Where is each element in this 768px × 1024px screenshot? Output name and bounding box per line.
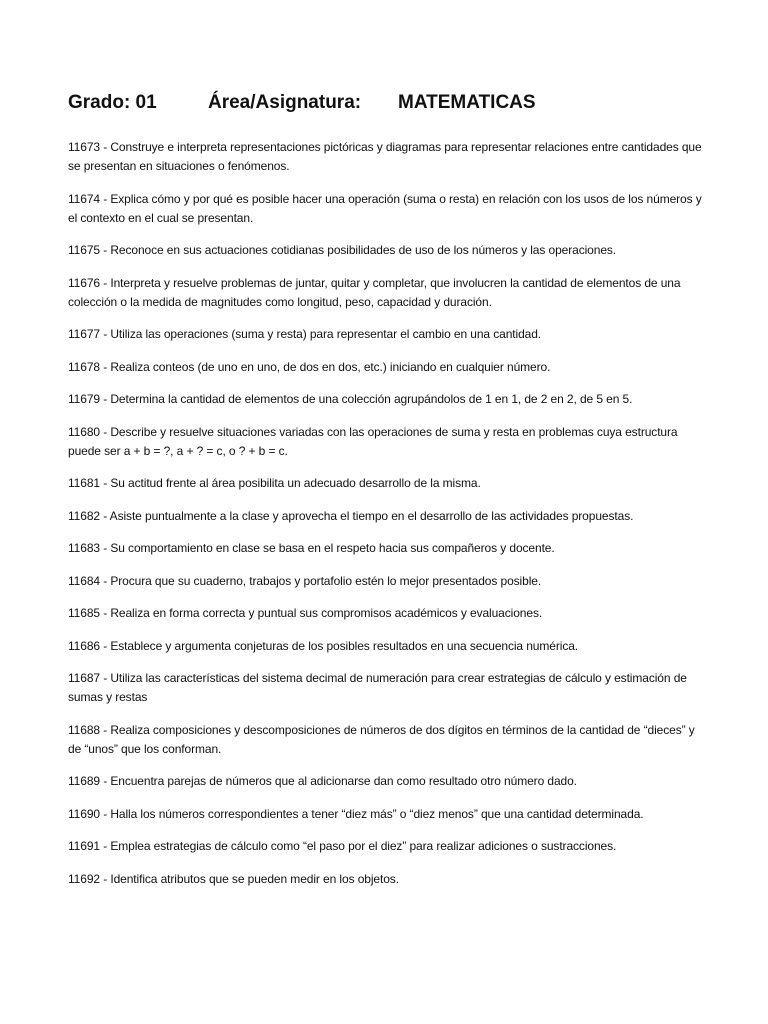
list-item: 11678 - Realiza conteos (de uno en uno, de dos en dos, etc.) iniciando en cualquier número. [68, 359, 551, 374]
document-page [68, 92, 708, 902]
list-item: 11673 - Construye e interpreta representaciones pictóricas y diagramas para representar relaciones entre cantidades que se presentan en situaciones o fenómenos. [68, 140, 702, 173]
list-item: 11691 - Emplea estrategias de cálculo como “el paso por el diez” para realizar adiciones o sustracciones. [68, 839, 617, 853]
subject-label: Área/Asignatura: [208, 92, 362, 113]
list-item: 11690 - Halla los números correspondientes a tener “diez más” o “diez menos” que una cantidad determinada. [68, 806, 644, 821]
list-item: 11679 - Determina la cantidad de elementos de una colección agrupándolos de 1 en 1, de 2 en 2, de 5 en 5. [68, 392, 633, 406]
subject-value: MATEMATICAS [398, 92, 536, 113]
list-item: 11688 - Realiza composiciones y descomposiciones de números de dos dígitos en términos de la cantidad de “dieces” y de “unos” que los conforman. [68, 722, 695, 756]
list-item: 11676 - Interpreta y resuelve problemas de juntar, quitar y completar, que involucren la cantidad de elementos de una colección o la medida de magnitudes como longitud, peso, capacidad y duración. [68, 275, 681, 309]
list-item: 11689 - Encuentra parejas de números que al adicionarse dan como resultado otro número dado. [68, 774, 577, 788]
list-item: 11681 - Su actitud frente al área posibilita un adecuado desarrollo de la misma. [68, 476, 481, 490]
competency-list [68, 138, 708, 889]
list-item: 11683 - Su comportamiento en clase se basa en el respeto hacia sus compañeros y docente. [68, 541, 555, 555]
list-item: 11692 - Identifica atributos que se pueden medir en los objetos. [68, 871, 399, 886]
list-item: 11684 - Procura que su cuaderno, trabajos y portafolio estén lo mejor presentados posible. [68, 573, 542, 588]
grade-label: Grado: 01 [68, 92, 157, 113]
list-item: 11687 - Utiliza las características del sistema decimal de numeración para crear estrategias de cálculo y estimación de sumas y restas [68, 671, 687, 704]
list-item: 11674 - Explica cómo y por qué es posible hacer una operación (suma o resta) en relación con los usos de los números y el contexto en el cual se presentan. [68, 191, 702, 225]
list-item: 11682 - Asiste puntualmente a la clase y aprovecha el tiempo en el desarrollo de las actividades propuestas. [68, 508, 634, 523]
list-item: 11675 - Reconoce en sus actuaciones cotidianas posibilidades de uso de los números y las operaciones. [68, 243, 617, 257]
list-item: 11677 - Utiliza las operaciones (suma y resta) para representar el cambio en una cantidad. [68, 327, 542, 341]
document-header [68, 92, 708, 124]
list-item: 11680 - Describe y resuelve situaciones variadas con las operaciones de suma y resta en problemas cuya estructura puede ser a + b = ?, a + ? = c, o ? + b = c. [68, 424, 678, 458]
list-item: 11685 - Realiza en forma correcta y puntual sus compromisos académicos y evaluaciones. [68, 606, 543, 620]
list-item: 11686 - Establece y argumenta conjeturas de los posibles resultados en una secuencia numérica. [68, 638, 579, 653]
